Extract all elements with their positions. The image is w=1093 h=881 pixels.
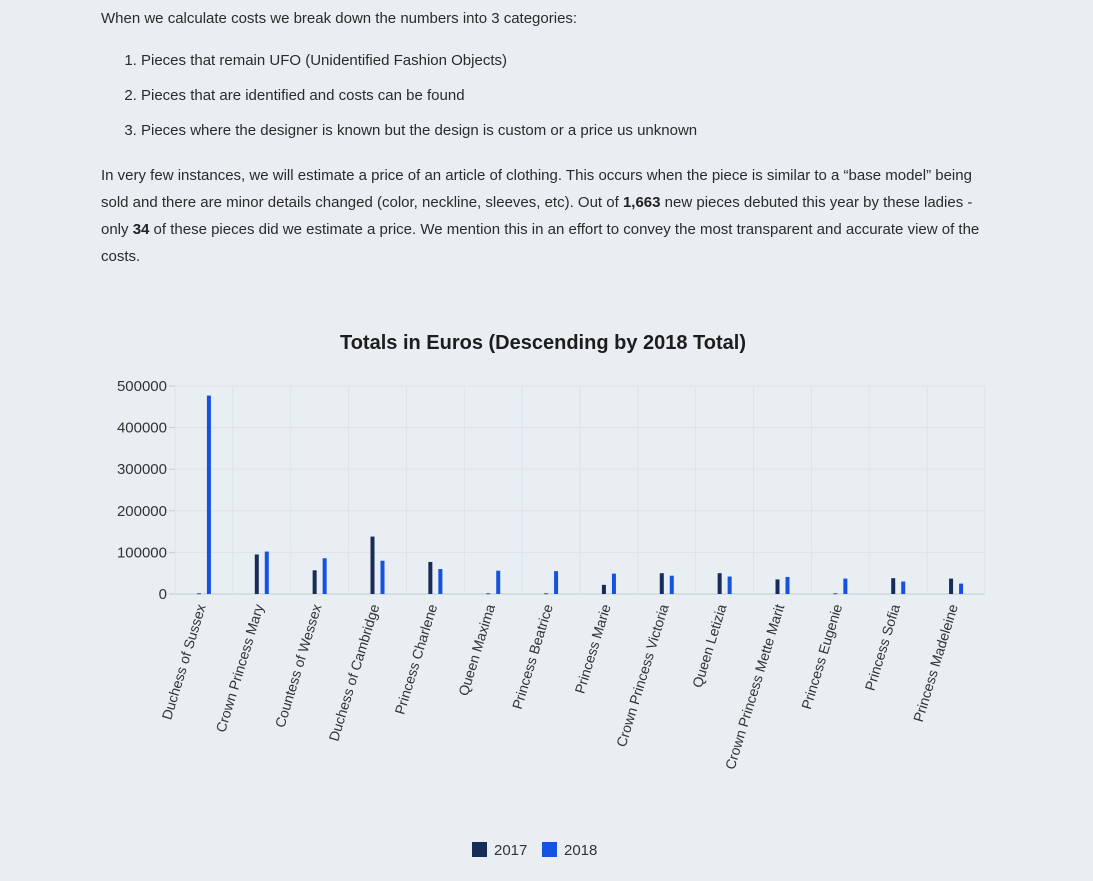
y-tick-label: 200000 xyxy=(116,502,167,520)
bar-2017 xyxy=(255,554,259,594)
bar-2018 xyxy=(438,569,442,594)
y-tick-label: 300000 xyxy=(116,461,167,479)
bar-2018 xyxy=(612,574,616,594)
legend-item-2017[interactable] xyxy=(472,842,527,859)
x-tick-label: Countess of Wessex xyxy=(271,602,325,730)
x-tick-label: Duchess of Sussex xyxy=(158,602,209,722)
bar-2018 xyxy=(496,571,500,594)
bar-2017 xyxy=(776,579,780,594)
bar-2017 xyxy=(660,573,664,594)
category-item: 2. Pieces that are identified and costs can be found xyxy=(141,85,991,107)
bar-2018 xyxy=(843,579,847,594)
bar-2017 xyxy=(313,570,317,594)
totals-bar-chart xyxy=(0,318,1093,878)
bar-2018 xyxy=(381,561,385,594)
bar-2017 xyxy=(833,593,837,594)
x-tick-label: Princess Madeleine xyxy=(909,602,961,724)
bar-2018 xyxy=(786,577,790,594)
estimated-count: 34 xyxy=(132,221,150,238)
chart-title: Totals in Euros (Descending by 2018 Total) xyxy=(339,332,747,354)
legend-label: 2017 xyxy=(494,842,528,859)
article-body xyxy=(101,0,991,270)
bar-2018 xyxy=(728,577,732,594)
legend-label: 2018 xyxy=(564,842,598,859)
category-item: 1. Pieces that remain UFO (Unidentified Fashion Objects) xyxy=(141,50,991,72)
bar-2017 xyxy=(197,593,201,594)
x-tick-label: Princess Eugenie xyxy=(798,602,846,712)
bar-2018 xyxy=(554,571,558,594)
bar-2018 xyxy=(959,584,963,594)
legend-swatch xyxy=(542,842,557,857)
chart-x-axis xyxy=(158,602,961,771)
chart-grid xyxy=(175,386,985,594)
y-tick-label: 100000 xyxy=(116,544,167,562)
x-tick-label: Princess Charlene xyxy=(391,602,441,717)
y-tick-label: 400000 xyxy=(116,419,167,437)
x-tick-label: Duchess of Cambridge xyxy=(325,602,383,744)
bar-2017 xyxy=(602,585,606,594)
bar-2017 xyxy=(428,562,432,594)
estimate-paragraph xyxy=(101,162,991,270)
y-tick-label: 500000 xyxy=(116,378,167,395)
bar-2017 xyxy=(949,579,953,594)
bar-2017 xyxy=(544,593,548,594)
y-tick-label: 0 xyxy=(158,586,167,603)
bar-2017 xyxy=(371,537,375,594)
bar-2018 xyxy=(901,582,905,594)
bar-2018 xyxy=(265,552,269,594)
x-tick-label: Crown Princess Mette Marit xyxy=(721,602,788,772)
bar-2018 xyxy=(323,558,327,594)
bar-2018 xyxy=(670,576,674,594)
para-text: In very few instances, we will estimate a price of an article of clothing. This occurs when the piece is similar to a “base model” being sold and there are minor details changed (color, neckline, sleeves, etc). Out of xyxy=(101,167,972,211)
bar-2017 xyxy=(891,578,895,594)
x-tick-label: Princess Sofia xyxy=(861,602,904,693)
x-tick-label: Queen Maxima xyxy=(455,602,499,698)
x-tick-label: Crown Princess Mary xyxy=(212,602,267,735)
category-item: 3. Pieces where the designer is known but the design is custom or a price us unknown xyxy=(141,120,991,142)
bar-2018 xyxy=(207,396,211,594)
chart-legend[interactable] xyxy=(472,842,597,859)
para-text: of these pieces did we estimate a price. We mention this in an effort to convey the most transparent and accurate view of the costs. xyxy=(101,221,980,265)
x-tick-label: Princess Marie xyxy=(571,602,614,696)
legend-item-2018[interactable] xyxy=(542,842,597,859)
cost-category-list xyxy=(101,50,991,142)
intro-text: When we calculate costs we break down the numbers into 3 categories: xyxy=(101,10,578,27)
para-text: new pieces debuted this year by these ladies - only xyxy=(101,194,973,238)
legend-swatch xyxy=(472,842,487,857)
pieces-count: 1,663 xyxy=(622,194,661,211)
chart-y-axis xyxy=(117,378,175,603)
x-tick-label: Princess Beatrice xyxy=(508,602,556,712)
bar-2017 xyxy=(486,593,490,594)
x-tick-label: Crown Princess Victoria xyxy=(612,602,672,749)
bar-2017 xyxy=(718,573,722,594)
x-tick-label: Queen Letizia xyxy=(688,602,730,690)
